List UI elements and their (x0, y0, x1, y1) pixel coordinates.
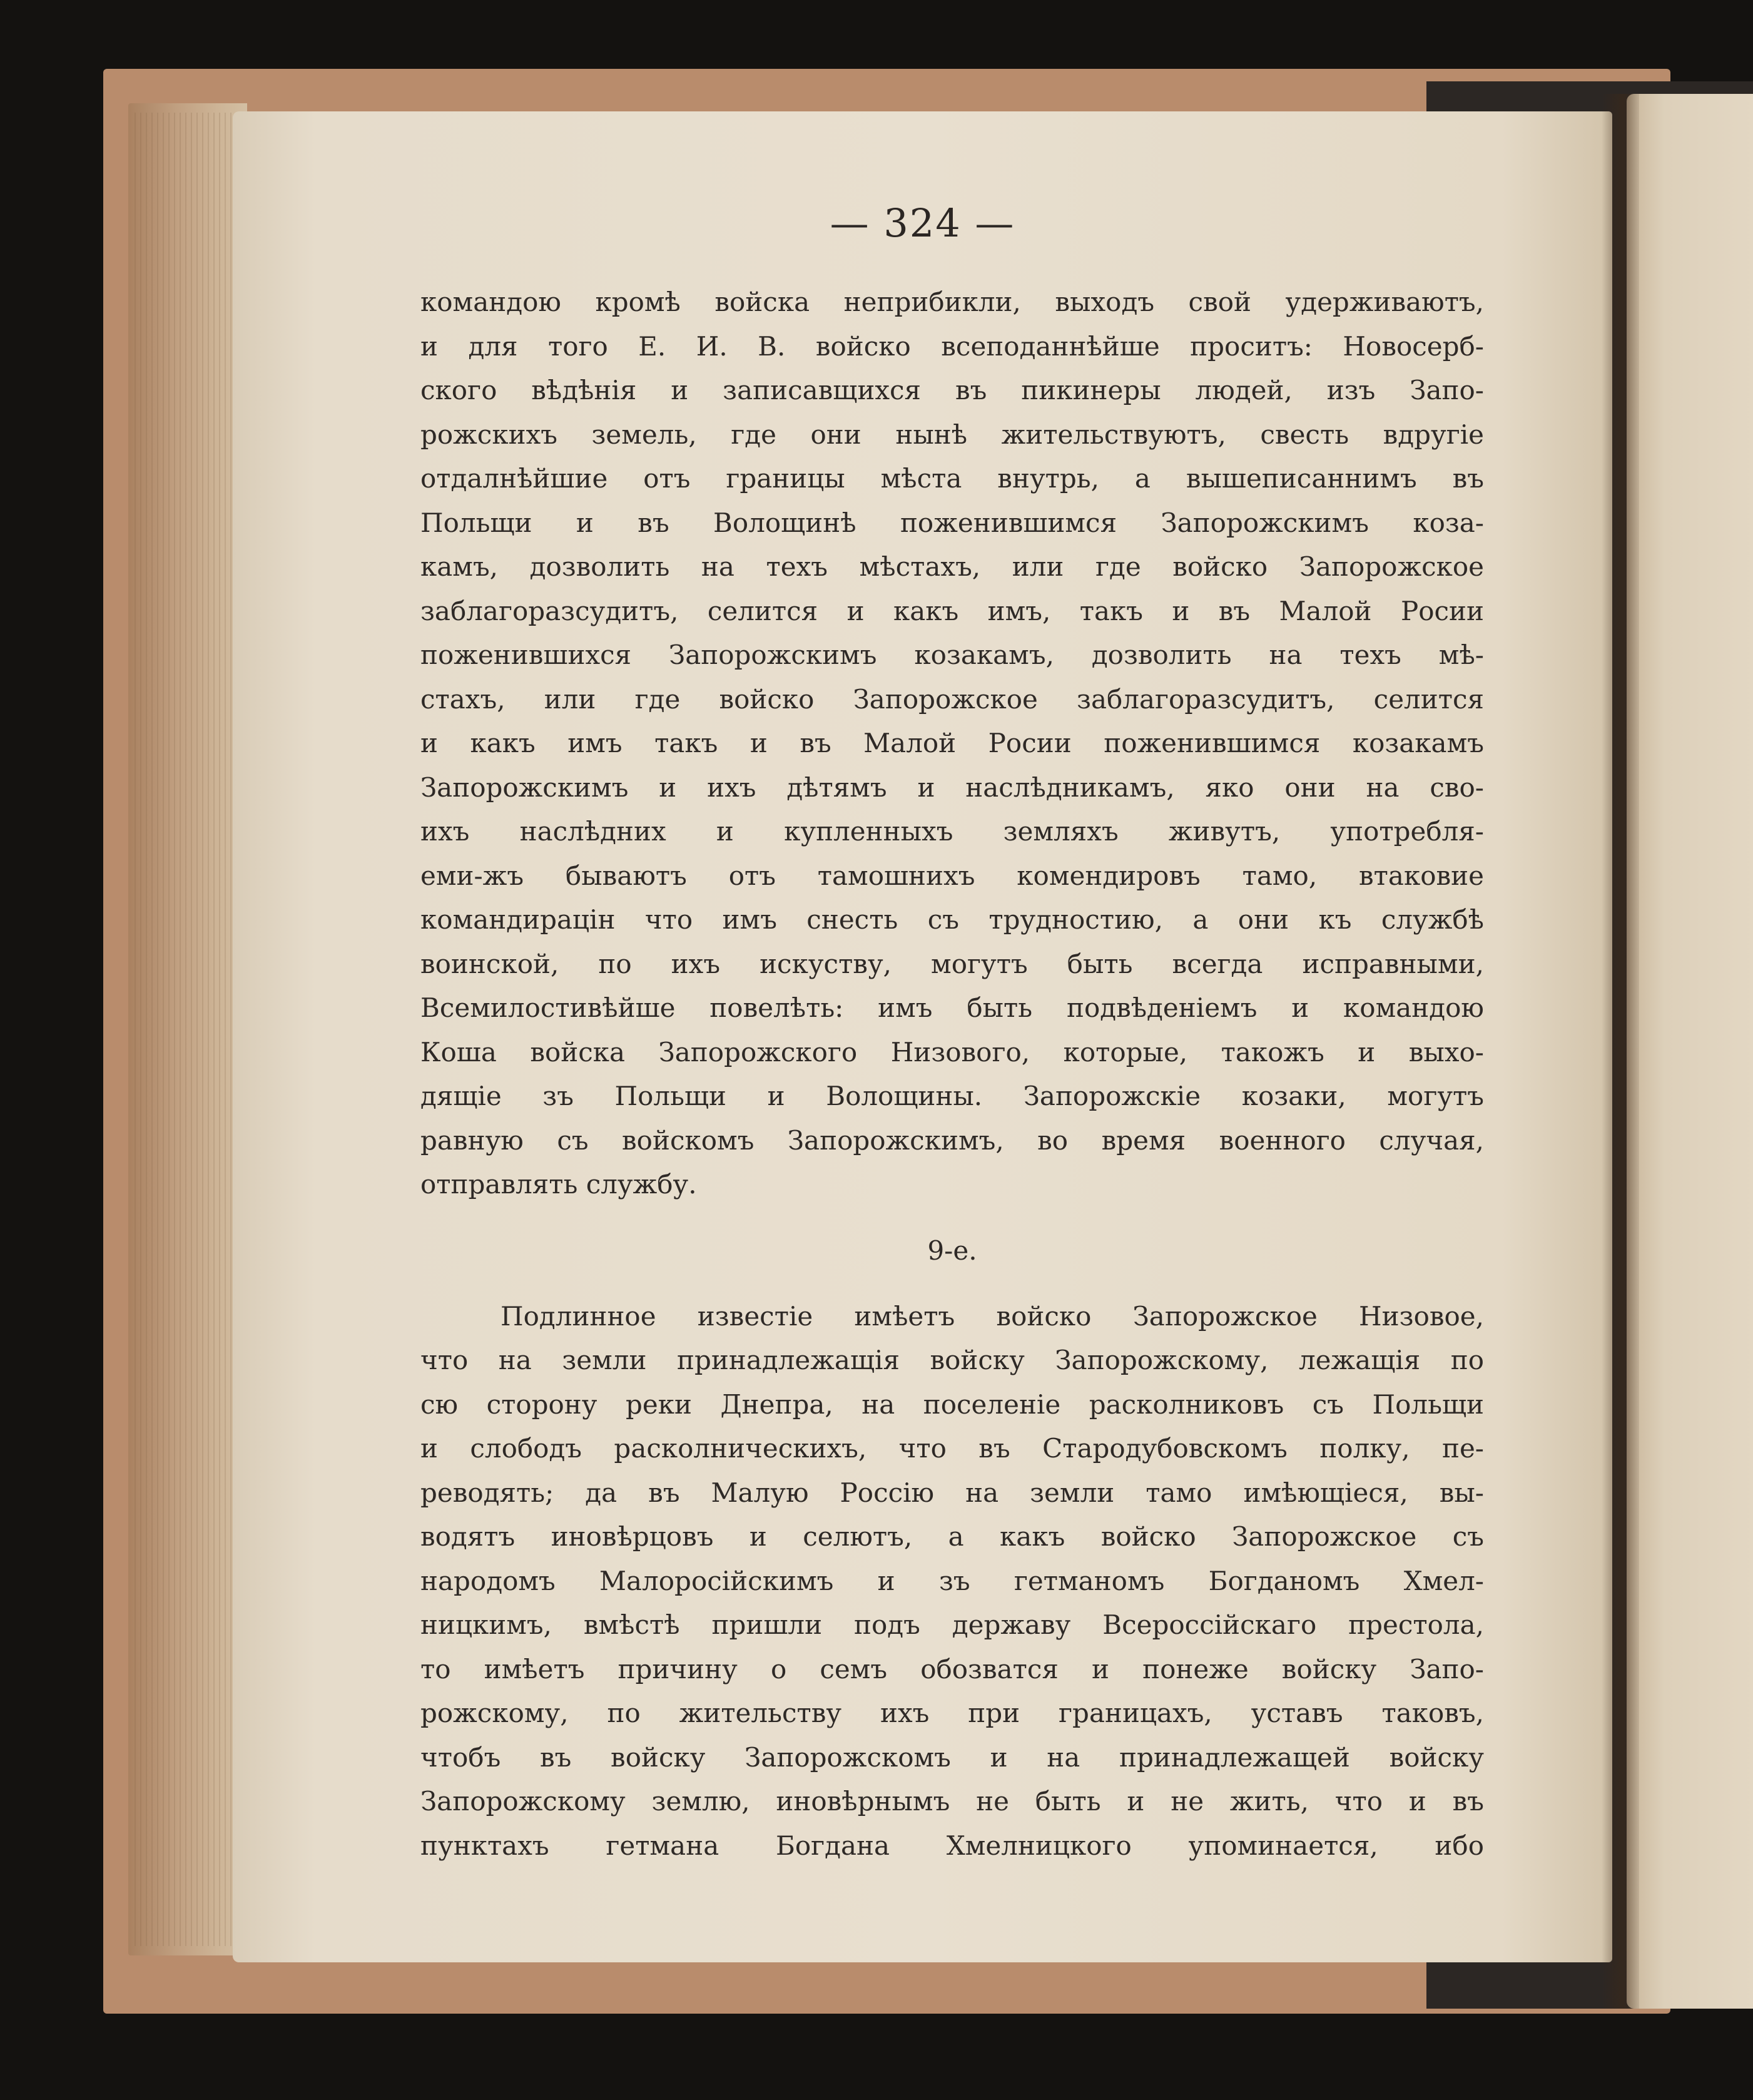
text-line: стахъ, или где войско Запорожское заблагоразсудитъ, селится (420, 683, 1484, 715)
text-line: рожскому, по жительству ихъ при границахъ, уставъ таковъ, (420, 1698, 1484, 1728)
text-line: Польщи и въ Волощинѣ поженившимся Запорожскимъ коза- (420, 507, 1484, 538)
text-line: Подлинное известіе имѣетъ войско Запорожское Низовое, (500, 1300, 1484, 1332)
text-line: ского вѣдѣнія и записавщихся въ пикинеры людей, изъ Запо- (420, 375, 1484, 405)
text-line: народомъ Малоросійскимъ и зъ гетманомъ Богданомъ Хмел- (420, 1565, 1484, 1596)
text-line: командирацін что имъ снесть съ трудностию, а они къ службѣ (420, 904, 1484, 935)
text-line: отдалнѣйшие отъ границы мѣста внутрь, а вышеписаннимъ въ (420, 463, 1484, 494)
text-line: командою кромѣ войска неприбикли, выходъ свой удерживаютъ, (420, 287, 1484, 317)
text-line: дящіе зъ Польщи и Волощины. Запорожскіе козаки, могутъ (420, 1081, 1484, 1111)
text-line: заблагоразсудитъ, селится и какъ имъ, такъ и въ Малой Росии (420, 595, 1484, 626)
text-line: ницкимъ, вмѣстѣ пришли подъ державу Всероссійскаго престола, (420, 1609, 1484, 1640)
page-number: — 324 — (830, 200, 1015, 246)
section-heading: 9-е. (927, 1235, 977, 1266)
text-line: равную съ войскомъ Запорожскимъ, во время военного случая, (420, 1124, 1484, 1156)
text-line: отправлять службу. (420, 1169, 697, 1200)
text-line: то имѣетъ причину о семъ обозватся и понеже войску Запо- (420, 1653, 1484, 1685)
text-line: камъ, дозволить на техъ мѣстахъ, или где войско Запорожское (420, 551, 1484, 582)
text-line: воинской, по ихъ искуству, могутъ быть всегда исправными, (420, 948, 1484, 979)
text-line: еми-жъ бываютъ отъ тамошнихъ комендировъ тамо, втаковие (420, 860, 1484, 891)
text-line: и какъ имъ такъ и въ Малой Росии поженившимся козакамъ (420, 728, 1484, 758)
text-line: и слободъ расколническихъ, что въ Стародубовскомъ полку, пе- (420, 1433, 1484, 1464)
text-line: Коша войска Запорожского Низового, которые, такожъ и выхо- (420, 1036, 1484, 1068)
facing-page (1627, 94, 1753, 2009)
text-line: поженившихся Запорожскимъ козакамъ, дозволить на техъ мѣ- (420, 640, 1484, 670)
text-line: Запорожскимъ и ихъ дѣтямъ и наслѣдникамъ, яко они на сво- (420, 772, 1484, 803)
page-text (420, 280, 1484, 1868)
text-line: реводять; да въ Малую Россію на земли тамо имѣющіеся, вы- (420, 1477, 1484, 1508)
text-line: пунктахъ гетмана Богдана Хмелницкого упоминается, ибо (420, 1830, 1484, 1861)
text-line: рожскихъ земель, где они нынѣ жительствуютъ, свесть вдругіе (420, 419, 1484, 450)
text-line: что на земли принадлежащія войску Запорожскому, лежащія по (420, 1345, 1484, 1375)
text-line: Запорожскому землю, иновѣрнымъ не быть и не жить, что и въ (420, 1786, 1484, 1817)
book-gutter (1602, 94, 1639, 2009)
text-line: ихъ наслѣдних и купленныхъ земляхъ живутъ, употребля- (420, 816, 1484, 847)
text-line: чтобъ въ войску Запорожскомъ и на принадлежащей войску (420, 1741, 1484, 1773)
text-line: сю сторону реки Днепра, на поселеніе расколниковъ съ Польщи (420, 1389, 1484, 1420)
text-line: Всемилостивѣйше повелѣть: имъ быть подвѣденіемъ и командою (420, 992, 1484, 1023)
text-line: водятъ иновѣрцовъ и селютъ, а какъ войско Запорожское съ (420, 1521, 1484, 1552)
page-block-lines (135, 113, 241, 1946)
text-line: и для того Е. И. В. войско всеподаннѣйше проситъ: Новосерб- (420, 330, 1484, 362)
